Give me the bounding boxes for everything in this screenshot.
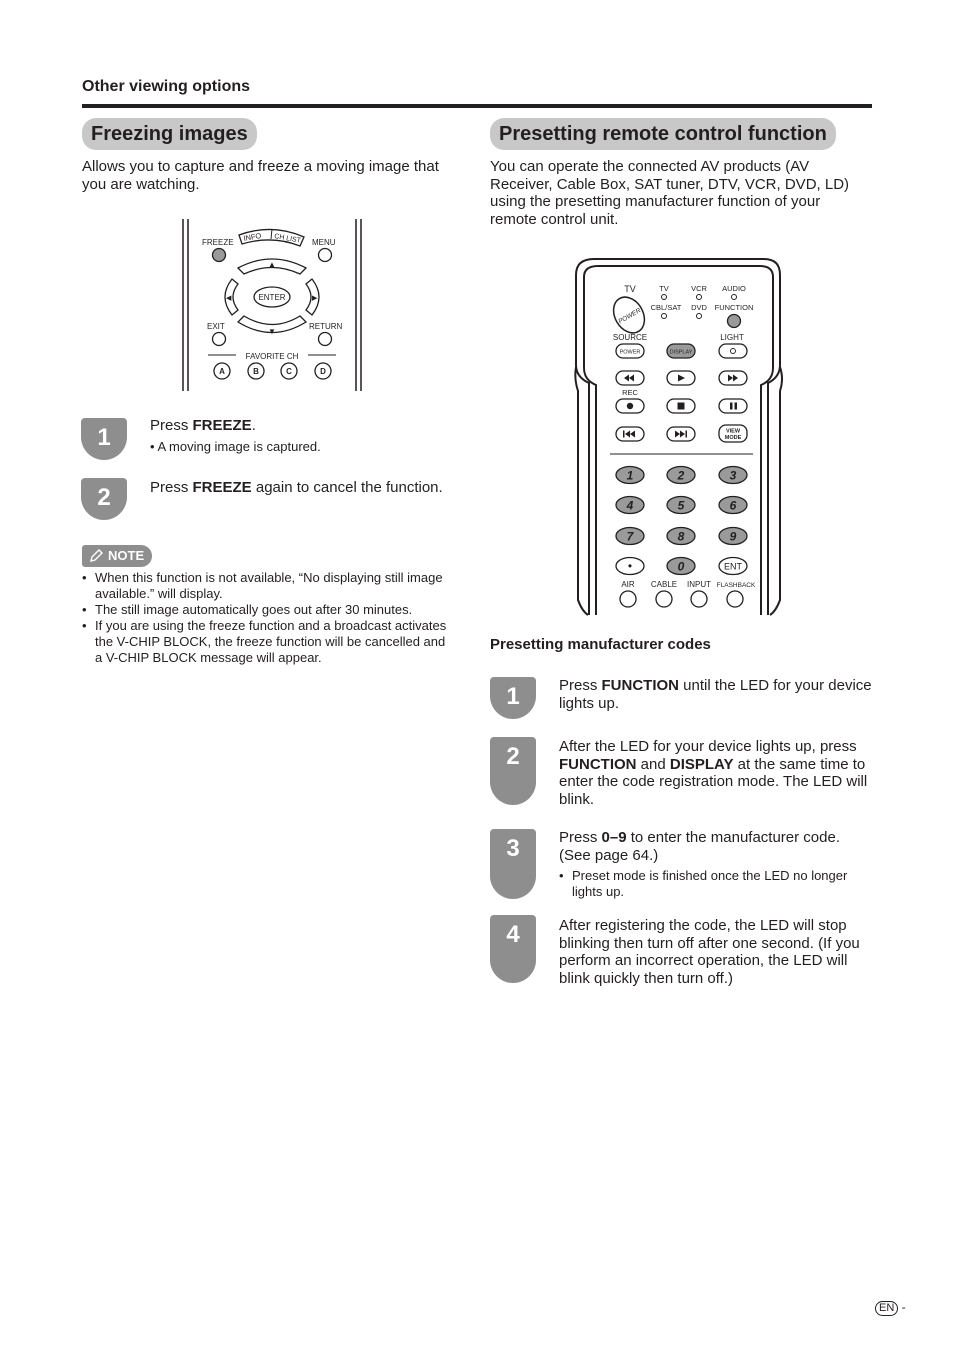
note-badge <box>82 545 152 567</box>
tv-small-label: TV <box>659 284 669 293</box>
vcr-label: VCR <box>691 284 707 293</box>
rec-label: REC <box>622 388 638 397</box>
page-marker <box>875 1300 906 1316</box>
tv-power-label: POWER <box>617 307 643 326</box>
number-2-label: 2 <box>677 468 685 483</box>
favorite-d-label: D <box>320 367 326 376</box>
note-list <box>82 570 452 666</box>
number-4-label: 4 <box>626 498 634 513</box>
number-6-label: 6 <box>729 498 737 513</box>
header-rule <box>82 104 872 108</box>
step-badge-1: 1 <box>81 418 127 460</box>
up-arrow-icon: ▲ <box>268 260 276 269</box>
light-label: LIGHT <box>720 333 744 342</box>
rec-icon <box>627 403 633 409</box>
number-3-label: 3 <box>729 468 737 483</box>
language-badge: EN <box>875 1301 898 1316</box>
air-button[interactable] <box>620 591 636 607</box>
preset-step-3-bullet-text: Preset mode is finished once the LED no longer lights up. <box>572 868 848 899</box>
view-label: VIEW <box>725 428 741 435</box>
input-button[interactable] <box>691 591 707 607</box>
cblsat-led <box>662 314 667 319</box>
freeze-step-2: Press FREEZE again to cancel the function. <box>150 479 443 496</box>
freeze-step-1-bullet: • A moving image is captured. <box>150 439 321 454</box>
favorite-ch-label: FAVORITE CH <box>245 352 299 361</box>
presetting-intro: You can operate the connected AV products (AV Receiver, Cable Box, SAT tuner, DTV, VCR, DVD, LD) using the presetting manufacturer function of your remote control unit. <box>490 158 850 228</box>
preset-step-2: After the LED for your device lights up, press FUNCTION and DISPLAY at the same time to enter the code registration mode. The LED will blink. <box>559 738 868 808</box>
number-7-label: 7 <box>626 529 634 544</box>
return-label: RETURN <box>309 322 343 331</box>
number-8-label: 8 <box>677 529 685 544</box>
audio-label: AUDIO <box>722 284 746 293</box>
flashback-label: FLASHBACK <box>716 582 756 589</box>
freezing-intro: Allows you to capture and freeze a moving image that you are watching. <box>82 158 439 193</box>
number-0-label: 0 <box>677 559 685 574</box>
function-label: FUNCTION <box>714 303 754 312</box>
freeze-label: FREEZE <box>202 238 234 247</box>
favorite-c-label: C <box>286 367 292 376</box>
display-label: DISPLAY <box>669 349 693 356</box>
section-label: Other viewing options <box>82 78 251 95</box>
menu-button[interactable] <box>319 249 332 262</box>
flashback-button[interactable] <box>727 591 743 607</box>
mode-label: MODE <box>724 435 742 441</box>
vcr-led <box>697 295 702 300</box>
stop-icon <box>678 403 685 410</box>
right-arrow-icon: ▶ <box>312 295 318 302</box>
exit-label: EXIT <box>207 322 225 331</box>
tv-led <box>662 295 667 300</box>
enter-label: ENTER <box>258 293 286 302</box>
dvd-label: DVD <box>691 303 707 312</box>
note-item: • When this function is not available, “No displaying still image available.” will display. <box>82 570 452 602</box>
cblsat-label: CBL/SAT <box>650 303 682 312</box>
down-arrow-icon: ▼ <box>268 327 276 336</box>
note-item: • If you are using the freeze function and a broadcast activates the V-CHIP BLOCK, the freeze function will be cancelled and a V-CHIP BLOCK message will appear. <box>82 618 452 666</box>
step-badge-2: 2 <box>81 478 127 520</box>
freeze-button[interactable] <box>213 249 226 262</box>
exit-button[interactable] <box>213 333 226 346</box>
audio-led <box>732 295 737 300</box>
pause-button[interactable] <box>719 399 747 413</box>
favorite-a-label: A <box>219 367 225 376</box>
number-9-label: 9 <box>729 529 737 544</box>
source-power-label: POWER <box>619 349 641 356</box>
preset-step-3: Press 0–9 to enter the manufacturer code. (See page 64.) <box>559 829 841 864</box>
tv-big-label: TV <box>624 284 636 294</box>
chlist-label: CH LIST <box>273 233 302 245</box>
preset-step-4: After registering the code, the LED will stop blinking then turn off after one second. (If you perform an incorrect operation, the LED will blink quickly then turn off.) <box>559 917 860 987</box>
info-label: INFO <box>242 230 262 243</box>
step-badge-3: 3 <box>490 829 536 899</box>
freeze-remote-illustration <box>180 215 364 393</box>
page-number: - <box>901 1300 906 1314</box>
dot-label: • <box>627 559 633 573</box>
favorite-b-label: B <box>253 367 259 376</box>
step-badge-4: 4 <box>490 915 536 983</box>
left-arrow-icon: ◀ <box>226 295 232 302</box>
preset-step-3-bullet: • Preset mode is finished once the LED no longer lights up. <box>559 868 874 900</box>
step-badge-1: 1 <box>490 677 536 719</box>
source-label: SOURCE <box>612 333 648 342</box>
return-button[interactable] <box>319 333 332 346</box>
air-label: AIR <box>621 580 635 589</box>
note-item: • The still image automatically goes out after 30 minutes. <box>82 602 452 618</box>
note-label: NOTE <box>108 548 145 563</box>
presetting-title: Presetting remote control function <box>490 118 836 150</box>
number-1-label: 1 <box>626 468 634 483</box>
ent-label: ENT <box>724 561 742 572</box>
cable-button[interactable] <box>656 591 672 607</box>
presetting-codes-heading: Presetting manufacturer codes <box>490 636 711 653</box>
input-label: INPUT <box>687 580 711 589</box>
preset-remote-illustration <box>574 255 789 617</box>
freezing-images-title: Freezing images <box>82 118 257 150</box>
dvd-led <box>697 314 702 319</box>
step-badge-2: 2 <box>490 737 536 805</box>
pencil-icon <box>88 548 104 564</box>
menu-label: MENU <box>312 238 336 247</box>
freeze-step-1: Press FREEZE. <box>150 417 256 434</box>
light-button[interactable] <box>719 344 747 358</box>
preset-step-1: Press FUNCTION until the LED for your device lights up. <box>559 677 872 712</box>
number-5-label: 5 <box>677 498 685 513</box>
cable-label: CABLE <box>650 580 678 589</box>
function-button[interactable] <box>728 315 741 328</box>
